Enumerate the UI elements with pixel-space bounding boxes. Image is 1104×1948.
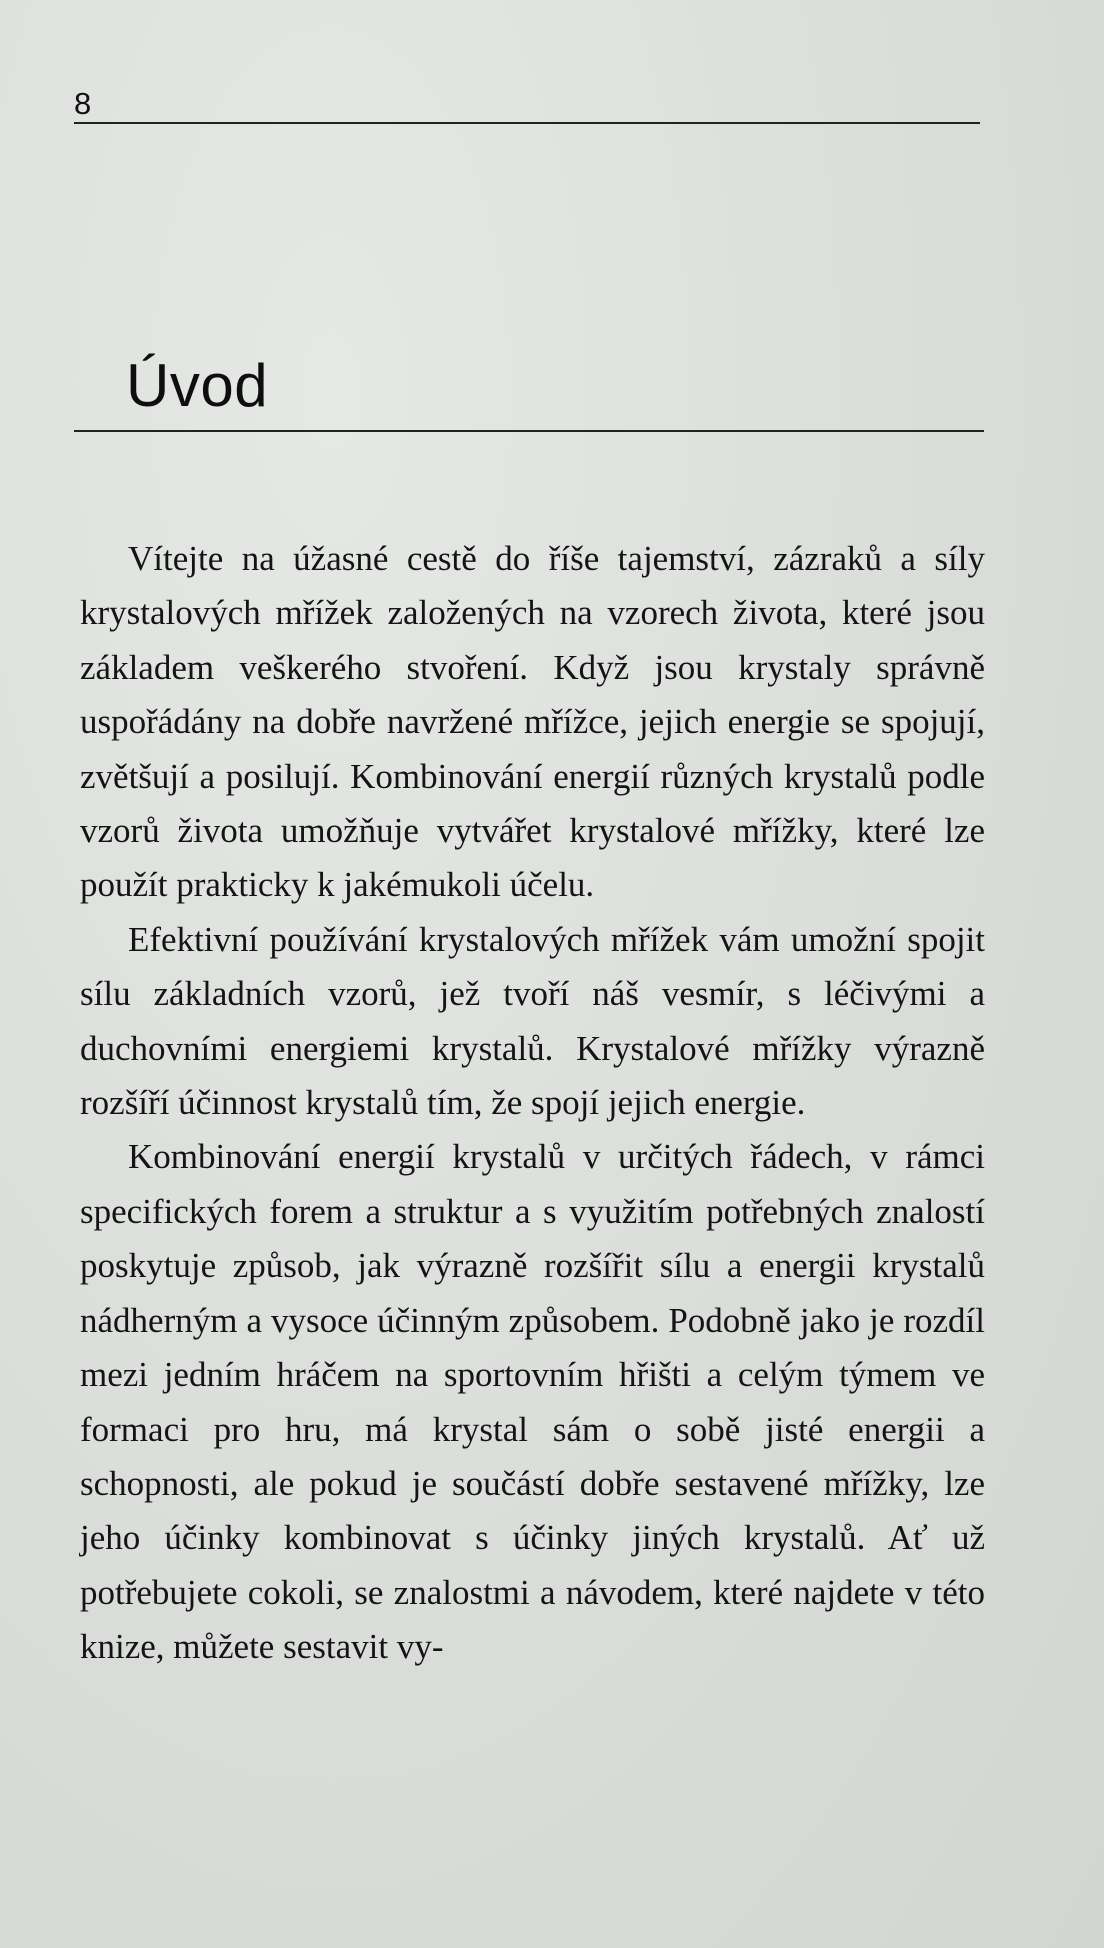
paragraph-3: Kombinování energií krystalů v určitých řádech, v rámci specifických forem a struktur a s využitím potřebných znalostí poskytuje způsob, jak výrazně rozšířit sílu a energii krystalů nádherným a vysoce účinným způsobem. Podobně jako je rozdíl mezi jedním hráčem na sportovním hřišti a celým týmem ve formaci pro hru, má krystal sám o sobě jisté energii a schopnosti, ale pokud je součástí dobře sestavené mřížky, lze jeho účinky kombinovat s účinky jiných krystalů. Ať už potřebujete cokoli, se znalostmi a návodem, které najdete v této knize, můžete sestavit vy- (80, 1137, 985, 1667)
header-rule (74, 122, 980, 124)
title-rule (74, 430, 984, 432)
paragraph-1: Vítejte na úžasné cestě do říše tajemství, zázraků a síly krystalových mřížek založených na vzorech života, které jsou základem veškerého stvoření. Když jsou krystaly správně uspořádány na dobře navržené mřížce, jejich energie se spojují, zvětšují a posilují. Kombinování energií různých krystalů podle vzorů života umožňuje vytvářet krystalové mřížky, které lze použít prakticky k jakémukoli účelu. (80, 539, 985, 905)
page-number: 8 (74, 86, 92, 121)
body-text (80, 532, 985, 1675)
chapter-title: Úvod (126, 352, 269, 419)
paragraph-2: Efektivní používání krystalových mřížek vám umožní spojit sílu základních vzorů, jež tvoří náš vesmír, s léčivými a duchovními energiemi krystalů. Krystalové mřížky výrazně rozšíří účinnost krystalů tím, že spojí jejich energie. (80, 919, 985, 1123)
